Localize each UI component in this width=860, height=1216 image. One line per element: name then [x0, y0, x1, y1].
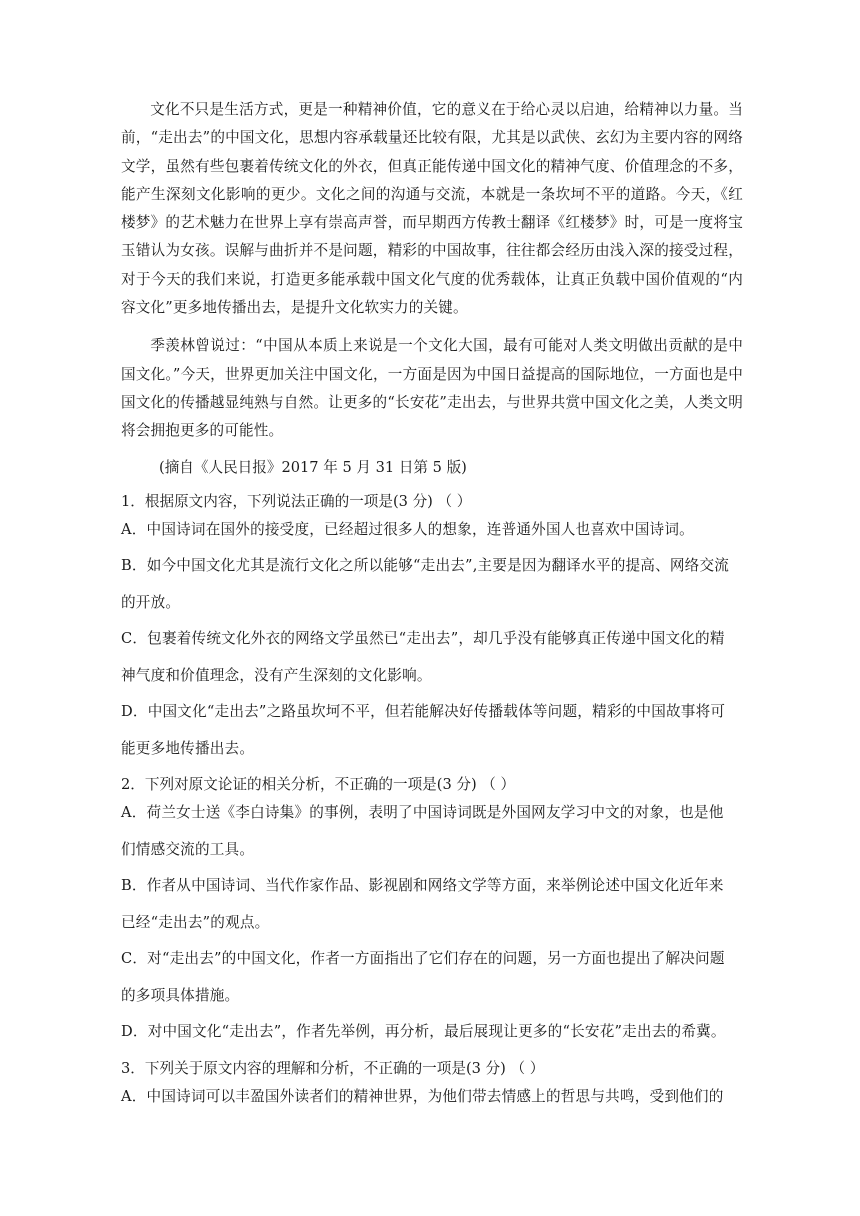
question-1-line: D．中国文化“走出去”之路虽坎坷不平，但若能解决好传播载体等问题，精彩的中国故事将可: [121, 703, 726, 721]
question-1-line: B．如今中国文化尤其是流行文化之所以能够“走出去”,主要是因为翻译水平的提高、网络交流: [121, 557, 730, 575]
article-paragraph-2: 季羡林曾说过：“中国从本质上来说是一个文化大国，最有可能对人类文明做出贡献的是中国文化。”今天，世界更加关注中国文化，一方面是因为中国日益提高的国际地位，一方面也是中国文化的传播越显纯熟与自然。让更多的“长安花”走出去，与世界共赏中国文化之美，人类文明将会拥抱更多的可能性。: [121, 337, 743, 440]
question-3-line: A．中国诗词可以丰盈国外读者们的精神世界，为他们带去情感上的哲思与共鸣，受到他们的: [121, 1087, 724, 1105]
question-2-line: D．对中国文化“走出去”，作者先举例，再分析，最后展现让更多的“长安花”走出去的希冀。: [121, 1023, 726, 1041]
article-paragraph-1: 文化不只是生活方式，更是一种精神价值，它的意义在于给心灵以启迪，给精神以力量。当前，“走出去”的中国文化，思想内容承载量还比较有限，尤其是以武侠、玄幻为主要内容的网络文学，虽然有些包裹着传统文化的外衣，但真正能传递中国文化的精神气度、价值理念的不多，能产生深刻文化影响的更少。文化之间的沟通与交流，本就是一条坎坷不平的道路。今天，《红楼梦》的艺术魅力在世界上享有崇高声誉，而早期西方传教士翻译《红楼梦》时，可是一度将宝玉错认为女孩。误解与曲折并不是问题，精彩的中国故事，往往都会经历由浅入深的接受过程，对于今天的我们来说，打造更多能承载中国文化气度的优秀载体，让真正负载中国价值观的“内容文化”更多地传播出去，是提升文化软实力的关键。: [121, 101, 744, 317]
question-2-stem: 2．下列对原文论证的相关分析，不正确的一项是(3 分) （ ）: [121, 776, 516, 794]
question-3-stem: 3．下列关于原文内容的理解和分析，不正确的一项是(3 分) （ ）: [121, 1059, 545, 1077]
question-1-stem: 1．根据原文内容，下列说法正确的一项是(3 分) （ ）: [121, 492, 472, 510]
article-source: (摘自《人民日报》2017 年 5 月 31 日第 5 版): [159, 458, 467, 476]
question-2-line: 已经“走出去”的观点。: [121, 913, 270, 931]
question-2-line: C．对“走出去”的中国文化，作者一方面指出了它们存在的问题，另一方面也提出了解决问题: [121, 950, 725, 968]
document-page: [121, 96, 743, 1115]
question-2-line: B．作者从中国诗词、当代作家作品、影视剧和网络文学等方面，来举例论述中国文化近年来: [121, 877, 724, 895]
question-1-line: C．包裹着传统文化外衣的网络文学虽然已“走出去”，却几乎没有能够真正传递中国文化的精: [121, 630, 725, 648]
question-2-line: A．荷兰女士送《李白诗集》的事例，表明了中国诗词既是外国网友学习中文的对象，也是他: [121, 804, 724, 822]
question-1-line: A．中国诗词在国外的接受度，已经超过很多人的想象，连普通外国人也喜欢中国诗词。: [121, 520, 694, 538]
question-1-line: 的开放。: [121, 593, 181, 611]
question-2-line: 的多项具体措施。: [121, 986, 240, 1004]
question-1-line: 能更多地传播出去。: [121, 739, 255, 757]
question-1-line: 神气度和价值理念，没有产生深刻的文化影响。: [121, 666, 432, 684]
question-2-line: 们情感交流的工具。: [121, 840, 255, 858]
